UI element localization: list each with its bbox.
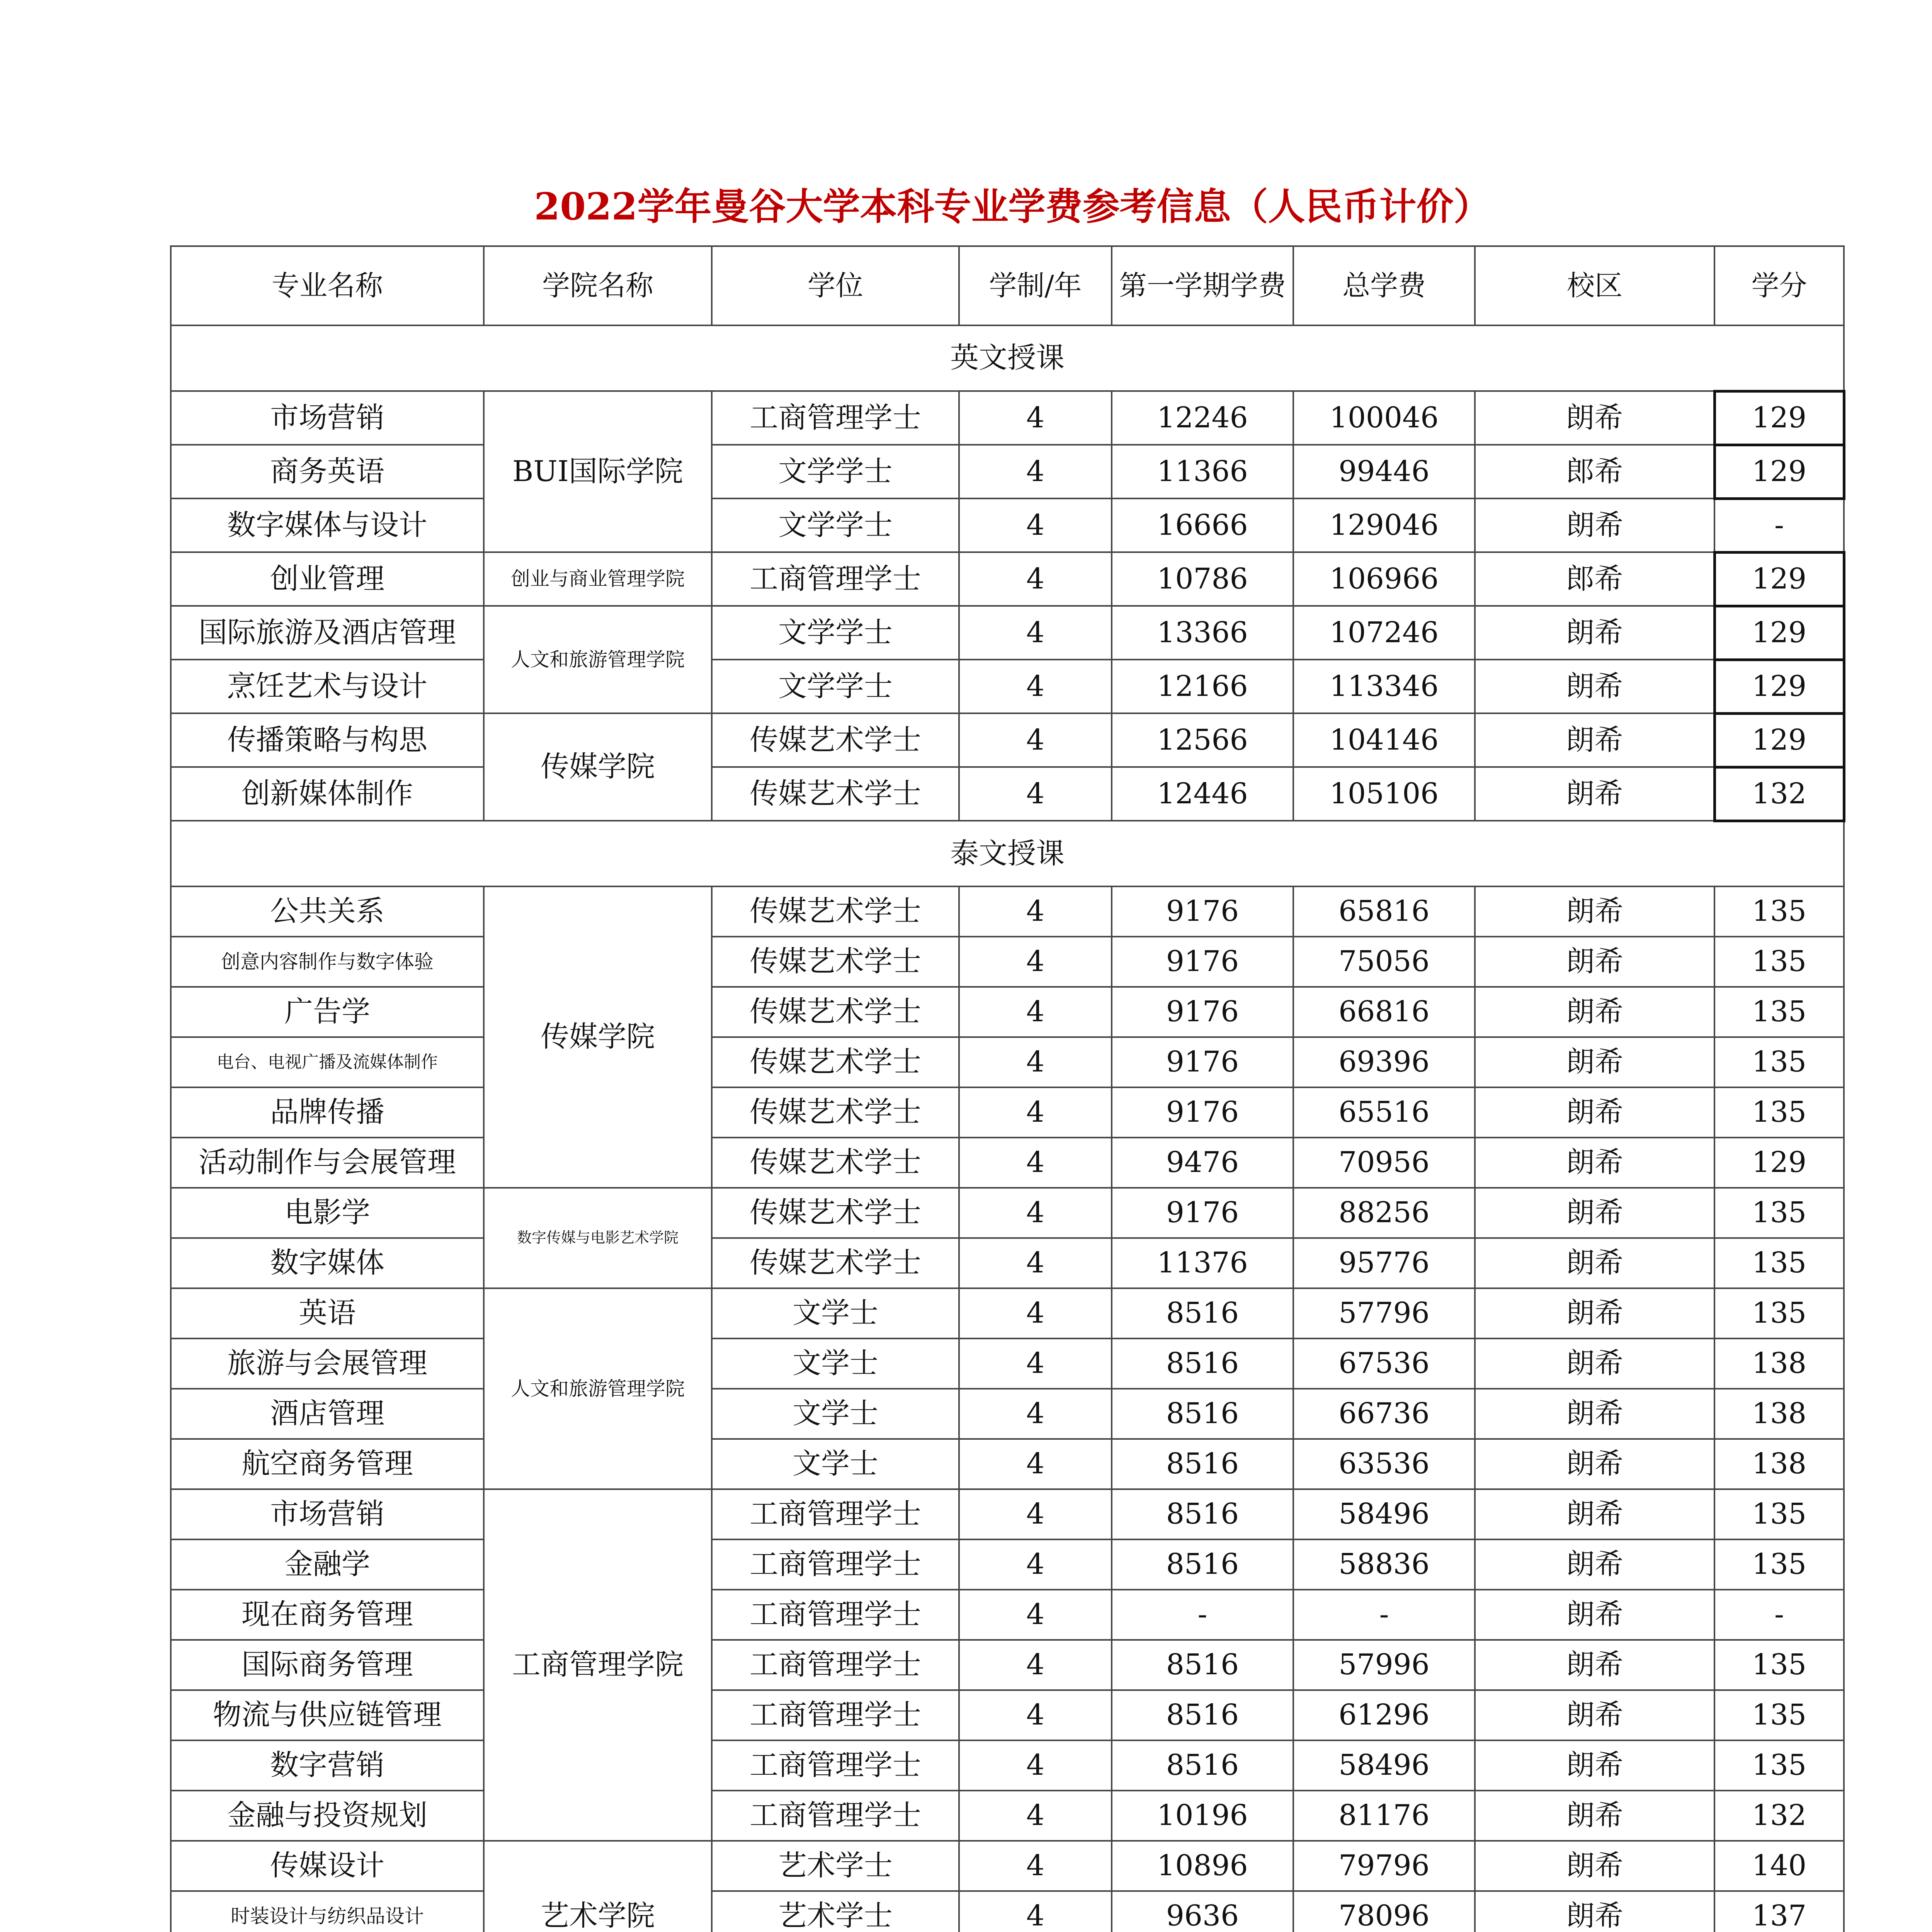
header-total-fee: 总学费	[1293, 246, 1475, 325]
major-cell: 航空商务管理	[171, 1439, 484, 1489]
major-cell: 电台、电视广播及流媒体制作	[171, 1037, 484, 1087]
total-fee-cell: 66736	[1293, 1389, 1475, 1439]
table-row	[171, 498, 1844, 552]
years-cell: 4	[959, 606, 1112, 660]
college-cell: 人文和旅游管理学院	[484, 606, 712, 713]
table-row	[171, 1539, 1844, 1590]
degree-cell: 传媒艺术学士	[712, 1087, 959, 1138]
total-fee-cell: 95776	[1293, 1238, 1475, 1288]
years-cell: 4	[959, 1188, 1112, 1238]
campus-cell: 郎希	[1475, 552, 1714, 606]
degree-cell: 工商管理学士	[712, 1590, 959, 1640]
campus-cell: 朗希	[1475, 1640, 1714, 1690]
campus-cell: 朗希	[1475, 1791, 1714, 1841]
years-cell: 4	[959, 660, 1112, 713]
first-fee-cell: 10196	[1112, 1791, 1293, 1841]
credits-cell: 129	[1714, 1138, 1844, 1188]
table-row	[171, 987, 1844, 1037]
header-credits: 学分	[1714, 246, 1844, 325]
degree-cell: 艺术学士	[712, 1891, 959, 1932]
total-fee-cell: 107246	[1293, 606, 1475, 660]
degree-cell: 工商管理学士	[712, 1489, 959, 1539]
campus-cell: 朗希	[1475, 1288, 1714, 1338]
years-cell: 4	[959, 1590, 1112, 1640]
first-fee-cell: 8516	[1112, 1690, 1293, 1740]
years-cell: 4	[959, 552, 1112, 606]
total-fee-cell: 69396	[1293, 1037, 1475, 1087]
total-fee-cell: 100046	[1293, 391, 1475, 445]
first-fee-cell: 9176	[1112, 937, 1293, 987]
table-row	[171, 1740, 1844, 1791]
years-cell: 4	[959, 1791, 1112, 1841]
major-cell: 市场营销	[171, 391, 484, 445]
degree-cell: 文学士	[712, 1439, 959, 1489]
years-cell: 4	[959, 1640, 1112, 1690]
major-cell: 公共关系	[171, 886, 484, 937]
total-fee-cell: 58836	[1293, 1539, 1475, 1590]
first-fee-cell: 8516	[1112, 1740, 1293, 1791]
credits-cell: 135	[1714, 1740, 1844, 1791]
header-campus: 校区	[1475, 246, 1714, 325]
total-fee-cell: 113346	[1293, 660, 1475, 713]
credits-cell: -	[1714, 498, 1844, 552]
years-cell: 4	[959, 886, 1112, 937]
credits-cell: 129	[1714, 713, 1844, 767]
table-row	[171, 445, 1844, 498]
credits-cell: 135	[1714, 1690, 1844, 1740]
years-cell: 4	[959, 767, 1112, 821]
first-fee-cell: 16666	[1112, 498, 1293, 552]
table-row	[171, 886, 1844, 937]
campus-cell: 朗希	[1475, 1338, 1714, 1389]
college-cell: 传媒学院	[484, 713, 712, 821]
degree-cell: 工商管理学士	[712, 1640, 959, 1690]
campus-cell: 朗希	[1475, 391, 1714, 445]
page-title: 2022学年曼谷大学本科专业学费参考信息（人民币计价）	[534, 185, 1491, 228]
first-fee-cell: 9476	[1112, 1138, 1293, 1188]
credits-cell: 129	[1714, 445, 1844, 498]
years-cell: 4	[959, 445, 1112, 498]
total-fee-cell: 88256	[1293, 1188, 1475, 1238]
campus-cell: 朗希	[1475, 1690, 1714, 1740]
credits-cell: 135	[1714, 1640, 1844, 1690]
table-row	[171, 660, 1844, 713]
major-cell: 物流与供应链管理	[171, 1690, 484, 1740]
credits-cell: 129	[1714, 660, 1844, 713]
credits-cell: 138	[1714, 1389, 1844, 1439]
credits-cell: -	[1714, 1590, 1844, 1640]
credits-cell: 138	[1714, 1439, 1844, 1489]
credits-cell: 129	[1714, 606, 1844, 660]
degree-cell: 文学士	[712, 1389, 959, 1439]
years-cell: 4	[959, 1087, 1112, 1138]
first-fee-cell: 9176	[1112, 1037, 1293, 1087]
campus-cell: 朗希	[1475, 886, 1714, 937]
major-cell: 国际旅游及酒店管理	[171, 606, 484, 660]
degree-cell: 工商管理学士	[712, 1740, 959, 1791]
degree-cell: 传媒艺术学士	[712, 937, 959, 987]
years-cell: 4	[959, 937, 1112, 987]
first-fee-cell: 10786	[1112, 552, 1293, 606]
college-cell: 传媒学院	[484, 886, 712, 1188]
degree-cell: 工商管理学士	[712, 552, 959, 606]
degree-cell: 传媒艺术学士	[712, 1138, 959, 1188]
table-row	[171, 552, 1844, 606]
total-fee-cell: 57796	[1293, 1288, 1475, 1338]
campus-cell: 郎希	[1475, 445, 1714, 498]
total-fee-cell: 78096	[1293, 1891, 1475, 1932]
section-thai: 泰文授课	[171, 821, 1844, 886]
table-row	[171, 1590, 1844, 1640]
table-row	[171, 1389, 1844, 1439]
major-cell: 商务英语	[171, 445, 484, 498]
total-fee-cell: 104146	[1293, 713, 1475, 767]
years-cell: 4	[959, 1539, 1112, 1590]
first-fee-cell: 8516	[1112, 1338, 1293, 1389]
years-cell: 4	[959, 1138, 1112, 1188]
credits-cell: 129	[1714, 552, 1844, 606]
campus-cell: 朗希	[1475, 1037, 1714, 1087]
college-cell: 艺术学院	[484, 1841, 712, 1932]
first-fee-cell: 13366	[1112, 606, 1293, 660]
credits-cell: 135	[1714, 987, 1844, 1037]
first-fee-cell: 12446	[1112, 767, 1293, 821]
degree-cell: 文学士	[712, 1288, 959, 1338]
total-fee-cell: 105106	[1293, 767, 1475, 821]
major-cell: 旅游与会展管理	[171, 1338, 484, 1389]
table-row	[171, 767, 1844, 821]
table-row	[171, 1037, 1844, 1087]
first-fee-cell: 9176	[1112, 886, 1293, 937]
degree-cell: 文学士	[712, 1338, 959, 1389]
credits-cell: 135	[1714, 1539, 1844, 1590]
section-english: 英文授课	[171, 325, 1844, 391]
credits-cell: 137	[1714, 1891, 1844, 1932]
campus-cell: 朗希	[1475, 1539, 1714, 1590]
thai-rows	[171, 886, 1844, 1932]
total-fee-cell: 63536	[1293, 1439, 1475, 1489]
degree-cell: 传媒艺术学士	[712, 886, 959, 937]
major-cell: 市场营销	[171, 1489, 484, 1539]
credits-cell: 135	[1714, 1037, 1844, 1087]
years-cell: 4	[959, 1238, 1112, 1288]
major-cell: 数字营销	[171, 1740, 484, 1791]
total-fee-cell: 65816	[1293, 886, 1475, 937]
degree-cell: 文学学士	[712, 445, 959, 498]
major-cell: 活动制作与会展管理	[171, 1138, 484, 1188]
campus-cell: 朗希	[1475, 1439, 1714, 1489]
college-cell: BUI国际学院	[484, 391, 712, 552]
first-fee-cell: 8516	[1112, 1288, 1293, 1338]
years-cell: 4	[959, 1288, 1112, 1338]
campus-cell: 朗希	[1475, 1087, 1714, 1138]
campus-cell: 朗希	[1475, 1740, 1714, 1791]
header-major: 专业名称	[171, 246, 484, 325]
first-fee-cell: 9176	[1112, 987, 1293, 1037]
total-fee-cell: 79796	[1293, 1841, 1475, 1891]
campus-cell: 朗希	[1475, 1138, 1714, 1188]
campus-cell: 朗希	[1475, 937, 1714, 987]
major-cell: 创意内容制作与数字体验	[171, 937, 484, 987]
years-cell: 4	[959, 391, 1112, 445]
years-cell: 4	[959, 1690, 1112, 1740]
major-cell: 广告学	[171, 987, 484, 1037]
first-fee-cell: 8516	[1112, 1640, 1293, 1690]
table-row	[171, 1188, 1844, 1238]
credits-cell: 140	[1714, 1841, 1844, 1891]
campus-cell: 朗希	[1475, 987, 1714, 1037]
major-cell: 创新媒体制作	[171, 767, 484, 821]
major-cell: 传播策略与构思	[171, 713, 484, 767]
years-cell: 4	[959, 987, 1112, 1037]
first-fee-cell: 9176	[1112, 1087, 1293, 1138]
college-cell: 数字传媒与电影艺术学院	[484, 1188, 712, 1288]
table-row	[171, 1891, 1844, 1932]
degree-cell: 工商管理学士	[712, 1791, 959, 1841]
major-cell: 金融学	[171, 1539, 484, 1590]
total-fee-cell: 75056	[1293, 937, 1475, 987]
degree-cell: 传媒艺术学士	[712, 1238, 959, 1288]
campus-cell: 朗希	[1475, 1489, 1714, 1539]
years-cell: 4	[959, 1489, 1112, 1539]
degree-cell: 文学学士	[712, 606, 959, 660]
years-cell: 4	[959, 1338, 1112, 1389]
total-fee-cell: 81176	[1293, 1791, 1475, 1841]
campus-cell: 朗希	[1475, 713, 1714, 767]
major-cell: 品牌传播	[171, 1087, 484, 1138]
header-years: 学制/年	[959, 246, 1112, 325]
years-cell: 4	[959, 713, 1112, 767]
major-cell: 国际商务管理	[171, 1640, 484, 1690]
degree-cell: 传媒艺术学士	[712, 713, 959, 767]
header-college: 学院名称	[484, 246, 712, 325]
first-fee-cell: 11366	[1112, 445, 1293, 498]
major-cell: 现在商务管理	[171, 1590, 484, 1640]
credits-cell: 138	[1714, 1338, 1844, 1389]
college-cell: 人文和旅游管理学院	[484, 1288, 712, 1489]
degree-cell: 工商管理学士	[712, 391, 959, 445]
header-row	[171, 246, 1844, 325]
years-cell: 4	[959, 1740, 1112, 1791]
campus-cell: 朗希	[1475, 767, 1714, 821]
credits-cell: 132	[1714, 767, 1844, 821]
years-cell: 4	[959, 498, 1112, 552]
table-row	[171, 1791, 1844, 1841]
total-fee-cell: 58496	[1293, 1489, 1475, 1539]
header-degree: 学位	[712, 246, 959, 325]
table-row	[171, 1841, 1844, 1891]
degree-cell: 工商管理学士	[712, 1690, 959, 1740]
college-cell: 创业与商业管理学院	[484, 552, 712, 606]
total-fee-cell: 99446	[1293, 445, 1475, 498]
degree-cell: 文学学士	[712, 498, 959, 552]
total-fee-cell: 70956	[1293, 1138, 1475, 1188]
first-fee-cell: 8516	[1112, 1439, 1293, 1489]
total-fee-cell: 129046	[1293, 498, 1475, 552]
table-row	[171, 1138, 1844, 1188]
major-cell: 创业管理	[171, 552, 484, 606]
major-cell: 数字媒体	[171, 1238, 484, 1288]
campus-cell: 朗希	[1475, 1389, 1714, 1439]
campus-cell: 朗希	[1475, 1188, 1714, 1238]
major-cell: 英语	[171, 1288, 484, 1338]
table-row	[171, 1238, 1844, 1288]
years-cell: 4	[959, 1389, 1112, 1439]
campus-cell: 朗希	[1475, 660, 1714, 713]
tuition-table	[170, 245, 1845, 1932]
table-row	[171, 1087, 1844, 1138]
campus-cell: 朗希	[1475, 1841, 1714, 1891]
total-fee-cell: 66816	[1293, 987, 1475, 1037]
total-fee-cell: 65516	[1293, 1087, 1475, 1138]
credits-cell: 132	[1714, 1791, 1844, 1841]
credits-cell: 129	[1714, 391, 1844, 445]
first-fee-cell: 12166	[1112, 660, 1293, 713]
section-row-english	[171, 325, 1844, 391]
table-row	[171, 1439, 1844, 1489]
table-row	[171, 1640, 1844, 1690]
credits-cell: 135	[1714, 1288, 1844, 1338]
major-cell: 数字媒体与设计	[171, 498, 484, 552]
total-fee-cell: -	[1293, 1590, 1475, 1640]
campus-cell: 朗希	[1475, 606, 1714, 660]
campus-cell: 朗希	[1475, 1891, 1714, 1932]
table-row	[171, 1489, 1844, 1539]
major-cell: 电影学	[171, 1188, 484, 1238]
degree-cell: 传媒艺术学士	[712, 987, 959, 1037]
years-cell: 4	[959, 1891, 1112, 1932]
first-fee-cell: 12246	[1112, 391, 1293, 445]
first-fee-cell: 9176	[1112, 1188, 1293, 1238]
first-fee-cell: 10896	[1112, 1841, 1293, 1891]
degree-cell: 传媒艺术学士	[712, 767, 959, 821]
major-cell: 传媒设计	[171, 1841, 484, 1891]
campus-cell: 朗希	[1475, 498, 1714, 552]
degree-cell: 工商管理学士	[712, 1539, 959, 1590]
header-first-term-fee: 第一学期学费	[1112, 246, 1293, 325]
table-row	[171, 1288, 1844, 1338]
degree-cell: 传媒艺术学士	[712, 1037, 959, 1087]
first-fee-cell: -	[1112, 1590, 1293, 1640]
total-fee-cell: 106966	[1293, 552, 1475, 606]
table-row	[171, 391, 1844, 445]
degree-cell: 艺术学士	[712, 1841, 959, 1891]
major-cell: 酒店管理	[171, 1389, 484, 1439]
section-row-thai	[171, 821, 1844, 886]
credits-cell: 135	[1714, 1489, 1844, 1539]
degree-cell: 传媒艺术学士	[712, 1188, 959, 1238]
first-fee-cell: 8516	[1112, 1539, 1293, 1590]
table-row	[171, 713, 1844, 767]
degree-cell: 文学学士	[712, 660, 959, 713]
campus-cell: 朗希	[1475, 1590, 1714, 1640]
table-row	[171, 1690, 1844, 1740]
years-cell: 4	[959, 1439, 1112, 1489]
table-row	[171, 606, 1844, 660]
first-fee-cell: 12566	[1112, 713, 1293, 767]
first-fee-cell: 8516	[1112, 1489, 1293, 1539]
table-row	[171, 937, 1844, 987]
years-cell: 4	[959, 1037, 1112, 1087]
credits-cell: 135	[1714, 937, 1844, 987]
total-fee-cell: 58496	[1293, 1740, 1475, 1791]
credits-cell: 135	[1714, 1087, 1844, 1138]
total-fee-cell: 61296	[1293, 1690, 1475, 1740]
credits-cell: 135	[1714, 886, 1844, 937]
credits-cell: 135	[1714, 1238, 1844, 1288]
total-fee-cell: 67536	[1293, 1338, 1475, 1389]
first-fee-cell: 8516	[1112, 1389, 1293, 1439]
college-cell: 工商管理学院	[484, 1489, 712, 1841]
first-fee-cell: 11376	[1112, 1238, 1293, 1288]
first-fee-cell: 9636	[1112, 1891, 1293, 1932]
years-cell: 4	[959, 1841, 1112, 1891]
major-cell: 金融与投资规划	[171, 1791, 484, 1841]
major-cell: 时装设计与纺织品设计	[171, 1891, 484, 1932]
total-fee-cell: 57996	[1293, 1640, 1475, 1690]
major-cell: 烹饪艺术与设计	[171, 660, 484, 713]
credits-cell: 135	[1714, 1188, 1844, 1238]
campus-cell: 朗希	[1475, 1238, 1714, 1288]
table-row	[171, 1338, 1844, 1389]
